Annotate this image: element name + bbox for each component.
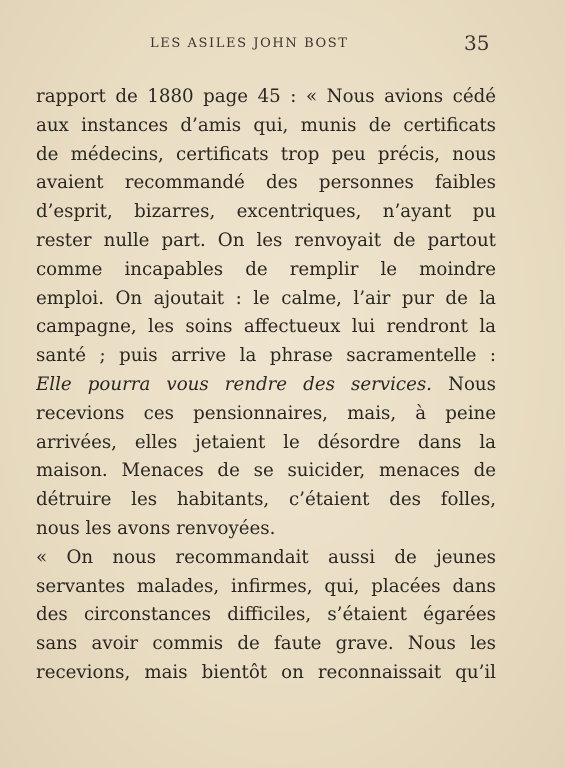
text-line: recevions ces pensionnaires, mais, à peine <box>36 402 496 424</box>
text-line: emploi. On ajoutait : le calme, l’air pur de la <box>36 287 496 309</box>
text-line: recevions, mais bientôt on reconnaissait qu’il <box>36 661 496 683</box>
text-line: détruire les habitants, c’étaient des folles, <box>36 489 496 511</box>
text-line: de médecins, certificats trop peu précis, nous <box>36 143 496 165</box>
text-line: avaient recommandé des personnes faibles <box>36 172 496 194</box>
italic-quote: Elle pourra vous rendre des services. <box>36 373 432 395</box>
text-line: campagne, les soins affectueux lui rendront la <box>36 316 496 338</box>
text-line: « On nous recommandait aussi de jeunes <box>36 546 496 568</box>
text-line: aux instances d’amis qui, munis de certificats <box>36 114 496 136</box>
running-title: LES ASILES JOHN BOST <box>150 36 349 51</box>
quote-continuation: Nous <box>431 373 496 395</box>
text-line-quote <box>36 371 496 400</box>
text-line: santé ; puis arrive la phrase sacramentelle : <box>36 345 496 367</box>
text-line: rapport de 1880 page 45 : « Nous avions cédé <box>36 86 496 107</box>
text-line: nous les avons renvoyées. <box>36 517 276 539</box>
text-line: d’esprit, bizarres, excentriques, n’ayant pu <box>36 201 496 223</box>
text-line: sans avoir commis de faute grave. Nous les <box>36 633 496 655</box>
text-line: rester nulle part. On les renvoyait de partout <box>36 229 496 251</box>
body-text <box>36 83 496 688</box>
text-line: des circonstances difficiles, s’étaient égarées <box>36 604 496 626</box>
page-number: 35 <box>464 31 490 55</box>
text-line: arrivées, elles jetaient le désordre dans la <box>36 431 496 453</box>
text-line: maison. Menaces de se suicider, menaces de <box>36 460 496 482</box>
text-line: comme incapables de remplir le moindre <box>36 258 496 280</box>
text-line: servantes malades, infirmes, qui, placées dans <box>36 575 496 597</box>
